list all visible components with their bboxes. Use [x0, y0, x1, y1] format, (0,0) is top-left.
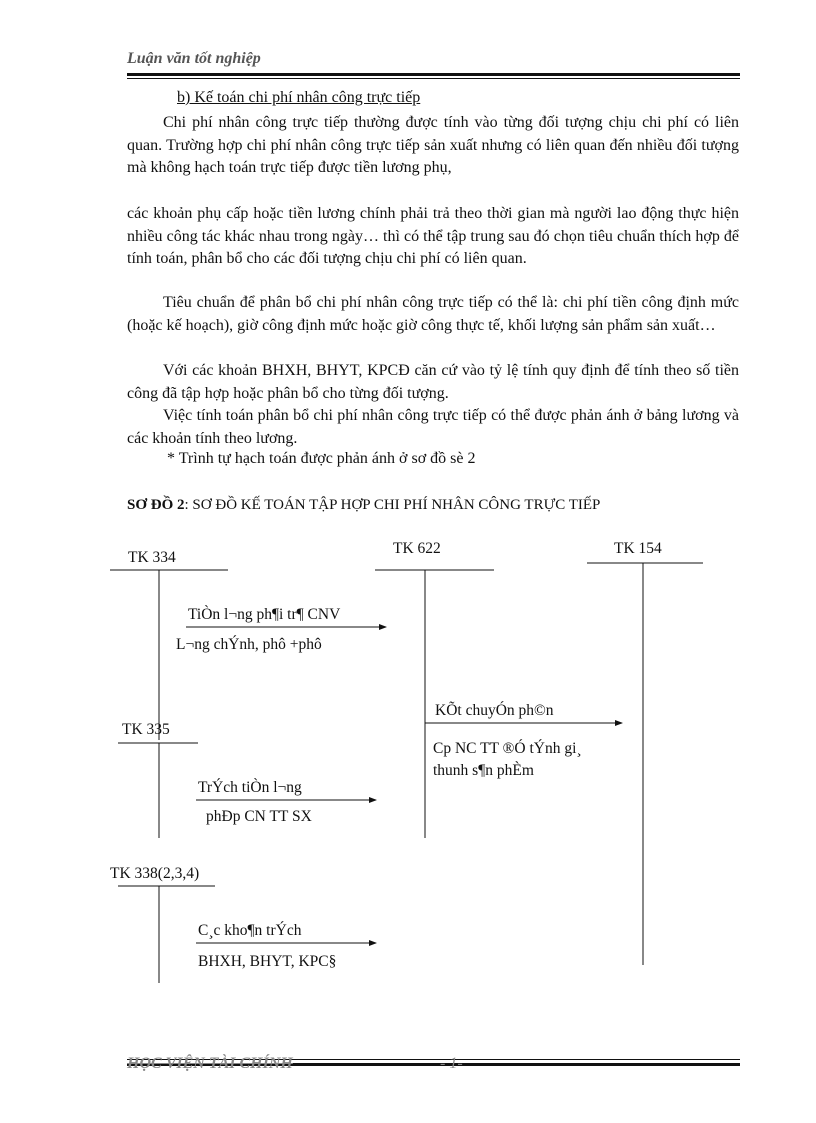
- account-label-tk334: TK 334: [128, 549, 176, 566]
- account-label-tk338: TK 338(2,3,4): [110, 865, 200, 882]
- flow-2-label-bottom-2: thunh s¶n phÈm: [433, 762, 534, 779]
- flow-3-label-top: TrÝch tiÒn l¬ng: [198, 779, 302, 796]
- account-label-tk622: TK 622: [393, 540, 441, 557]
- flow-1-label-top: TiÒn l¬ng ph¶i tr¶ CNV: [188, 606, 341, 623]
- flow-1-label-bottom: L¬ng chÝnh, phô +phô: [176, 636, 322, 653]
- account-label-tk335: TK 335: [122, 721, 170, 738]
- paragraph-5: Việc tính toán phân bổ chi phí nhân công trực tiếp có thể được phản ánh ở bảng lương và các khoản tính theo lương.: [127, 407, 739, 447]
- paragraph-4: Với các khoản BHXH, BHYT, KPCĐ căn cứ vào tỷ lệ tính quy định để tính theo số tiền công đã tập hợp hoặc phân bổ cho từng đối tượng.: [127, 362, 739, 402]
- section-title: b) Kế toán chi phí nhân công trực tiếp: [177, 89, 421, 106]
- paragraph-6: * Trình tự hạch toán được phản ánh ở sơ đồ sè 2: [167, 450, 476, 467]
- account-label-tk154: TK 154: [614, 540, 662, 557]
- diagram-title-bold: SƠ ĐỒ 2: [127, 497, 185, 513]
- paragraph-1: Chi phí nhân công trực tiếp thường được tính vào từng đối tượng chịu chi phí có liên quan. Trường hợp chi phí nhân công trực tiếp sản xuất nhưng có liên quan đến nhiều đối tượng mà không hạch toán trực tiếp được tiền lương phụ,: [127, 114, 739, 176]
- paragraph-2: các khoản phụ cấp hoặc tiền lương chính phải trả theo thời gian mà người lao động thực hiện nhiều công tác khác nhau trong ngày… thì có thể tập trung sau đó chọn tiêu chuẩn thích hợp để tính toán, phân bổ cho các đối tượng chịu chi phí có liên quan.: [127, 205, 739, 267]
- flow-2-label-top: KÕt chuyÓn ph©n: [435, 702, 554, 719]
- diagram-title-rest: : SƠ ĐỒ KẾ TOÁN TẬP HỢP CHI PHÍ NHÂN CÔNG TRỰC TIẾP: [184, 497, 601, 513]
- flow-3-label-bottom: phÐp CN TT SX: [206, 808, 312, 825]
- header-title: Luận văn tốt nghiệp: [127, 50, 261, 67]
- flow-2-label-bottom-1: Cp NC TT ®Ó tÝnh gi¸: [433, 740, 582, 757]
- paragraph-3: Tiêu chuẩn để phân bổ chi phí nhân công trực tiếp có thể là: chi phí tiền công định mức (hoặc kế hoạch), giờ công định mức hoặc giờ công thực tế, khối lượng sản phẩm sản xuất…: [127, 294, 739, 334]
- flow-4-label-bottom: BHXH, BHYT, KPC§: [198, 953, 337, 970]
- footer-page-number: - 1-: [440, 1055, 463, 1072]
- flow-4-label-top: C¸c kho¶n trÝch: [198, 922, 302, 939]
- footer-institution: HỌC VIỆN TÀI CHÍNH: [127, 1055, 293, 1072]
